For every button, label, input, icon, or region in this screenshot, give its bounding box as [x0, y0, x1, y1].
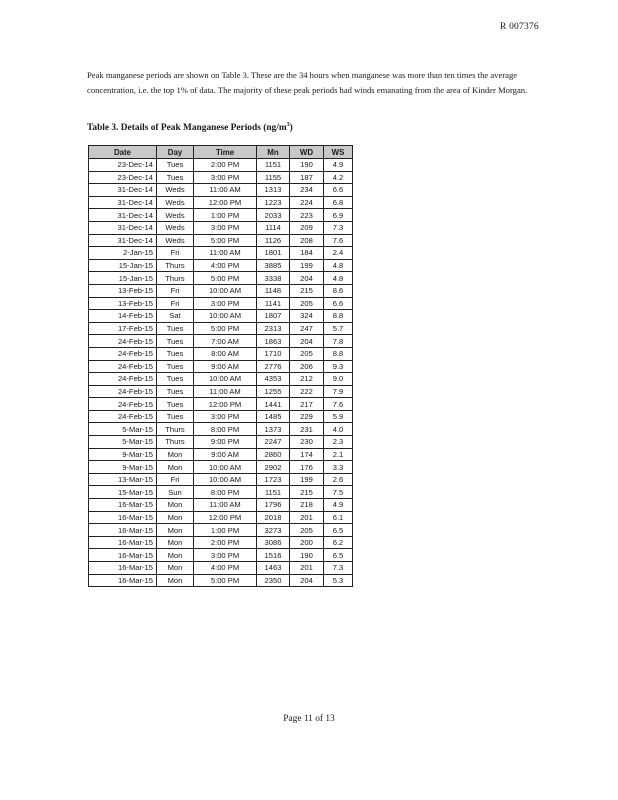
cell-wd: 208: [290, 234, 324, 247]
cell-ws: 4.9: [324, 159, 353, 172]
table-row: [89, 259, 353, 272]
cell-wd: 215: [290, 486, 324, 499]
cell-ws: 6.2: [324, 536, 353, 549]
cell-time: 8:00 PM: [194, 423, 257, 436]
table-row: [89, 347, 353, 360]
cell-date: 31-Dec-14: [89, 221, 157, 234]
cell-ws: 2.1: [324, 448, 353, 461]
cell-time: 3:00 PM: [194, 171, 257, 184]
cell-wd: 234: [290, 184, 324, 197]
cell-wd: 224: [290, 196, 324, 209]
table-row: [89, 284, 353, 297]
cell-ws: 7.9: [324, 385, 353, 398]
cell-day: Fri: [157, 473, 194, 486]
cell-time: 9:00 AM: [194, 448, 257, 461]
cell-wd: 190: [290, 159, 324, 172]
caption-superscript: 3: [286, 122, 290, 128]
cell-wd: 205: [290, 297, 324, 310]
cell-day: Thurs: [157, 272, 194, 285]
table-row: [89, 247, 353, 260]
cell-wd: 209: [290, 221, 324, 234]
cell-wd: 230: [290, 436, 324, 449]
cell-day: Weds: [157, 221, 194, 234]
cell-date: 2-Jan-15: [89, 247, 157, 260]
cell-mn: 2313: [257, 322, 290, 335]
cell-day: Mon: [157, 461, 194, 474]
cell-time: 1:00 PM: [194, 209, 257, 222]
cell-ws: 2.6: [324, 473, 353, 486]
table-row: [89, 562, 353, 575]
cell-wd: 174: [290, 448, 324, 461]
cell-day: Fri: [157, 284, 194, 297]
cell-wd: 324: [290, 310, 324, 323]
cell-day: Mon: [157, 524, 194, 537]
cell-date: 24-Feb-15: [89, 385, 157, 398]
cell-ws: 7.3: [324, 221, 353, 234]
table-row: [89, 486, 353, 499]
cell-ws: 6.6: [324, 297, 353, 310]
cell-time: 12:00 PM: [194, 398, 257, 411]
cell-mn: 1796: [257, 499, 290, 512]
table-row: [89, 373, 353, 386]
table-row: [89, 461, 353, 474]
table-body: [89, 159, 353, 587]
table-row: [89, 335, 353, 348]
cell-ws: 8.6: [324, 284, 353, 297]
cell-wd: 201: [290, 511, 324, 524]
cell-time: 10:00 AM: [194, 284, 257, 297]
cell-wd: 184: [290, 247, 324, 260]
cell-day: Tues: [157, 335, 194, 348]
cell-wd: 229: [290, 410, 324, 423]
cell-date: 15-Mar-15: [89, 486, 157, 499]
cell-date: 23-Dec-14: [89, 159, 157, 172]
header-time: Time: [194, 146, 257, 159]
table-row: [89, 549, 353, 562]
cell-mn: 3273: [257, 524, 290, 537]
cell-wd: 218: [290, 499, 324, 512]
header-date: Date: [89, 146, 157, 159]
cell-time: 10:00 AM: [194, 310, 257, 323]
table-row: [89, 171, 353, 184]
cell-day: Tues: [157, 398, 194, 411]
cell-mn: 1516: [257, 549, 290, 562]
cell-wd: 217: [290, 398, 324, 411]
cell-mn: 1463: [257, 562, 290, 575]
cell-mn: 3338: [257, 272, 290, 285]
cell-day: Sat: [157, 310, 194, 323]
cell-mn: 2018: [257, 511, 290, 524]
table-row: [89, 536, 353, 549]
cell-ws: 5.9: [324, 410, 353, 423]
table-row: [89, 159, 353, 172]
peak-manganese-table: [88, 145, 353, 587]
cell-time: 3:00 PM: [194, 410, 257, 423]
table-row: [89, 360, 353, 373]
cell-date: 16-Mar-15: [89, 511, 157, 524]
cell-date: 14-Feb-15: [89, 310, 157, 323]
cell-ws: 4.8: [324, 259, 353, 272]
cell-wd: 231: [290, 423, 324, 436]
cell-ws: 4.2: [324, 171, 353, 184]
cell-mn: 1801: [257, 247, 290, 260]
cell-mn: 1126: [257, 234, 290, 247]
cell-wd: 190: [290, 549, 324, 562]
cell-date: 24-Feb-15: [89, 360, 157, 373]
cell-date: 31-Dec-14: [89, 196, 157, 209]
table-row: [89, 423, 353, 436]
cell-time: 3:00 PM: [194, 297, 257, 310]
cell-time: 12:00 PM: [194, 196, 257, 209]
cell-ws: 7.6: [324, 234, 353, 247]
cell-date: 13-Feb-15: [89, 284, 157, 297]
table-row: [89, 448, 353, 461]
cell-ws: 4.8: [324, 272, 353, 285]
cell-date: 13-Mar-15: [89, 473, 157, 486]
table-row: [89, 511, 353, 524]
cell-wd: 176: [290, 461, 324, 474]
header-day: Day: [157, 146, 194, 159]
cell-day: Tues: [157, 322, 194, 335]
cell-date: 9-Mar-15: [89, 461, 157, 474]
cell-ws: 6.1: [324, 511, 353, 524]
cell-day: Mon: [157, 562, 194, 575]
cell-date: 16-Mar-15: [89, 524, 157, 537]
cell-mn: 1313: [257, 184, 290, 197]
cell-time: 8:00 PM: [194, 486, 257, 499]
cell-date: 13-Feb-15: [89, 297, 157, 310]
cell-wd: 247: [290, 322, 324, 335]
cell-date: 9-Mar-15: [89, 448, 157, 461]
header-ws: WS: [324, 146, 353, 159]
cell-mn: 1710: [257, 347, 290, 360]
cell-day: Tues: [157, 373, 194, 386]
cell-time: 12:00 PM: [194, 511, 257, 524]
cell-day: Fri: [157, 247, 194, 260]
cell-date: 5-Mar-15: [89, 436, 157, 449]
cell-wd: 201: [290, 562, 324, 575]
table-row: [89, 398, 353, 411]
cell-day: Fri: [157, 297, 194, 310]
table-row: [89, 436, 353, 449]
cell-date: 24-Feb-15: [89, 347, 157, 360]
cell-ws: 7.8: [324, 335, 353, 348]
cell-wd: 187: [290, 171, 324, 184]
cell-day: Tues: [157, 410, 194, 423]
cell-mn: 2247: [257, 436, 290, 449]
cell-mn: 1863: [257, 335, 290, 348]
cell-wd: 212: [290, 373, 324, 386]
cell-mn: 1151: [257, 159, 290, 172]
cell-day: Tues: [157, 360, 194, 373]
cell-day: Thurs: [157, 259, 194, 272]
cell-time: 10:00 AM: [194, 461, 257, 474]
table-row: [89, 209, 353, 222]
cell-time: 2:00 PM: [194, 536, 257, 549]
cell-time: 7:00 AM: [194, 335, 257, 348]
cell-wd: 223: [290, 209, 324, 222]
table-row: [89, 499, 353, 512]
cell-mn: 1485: [257, 410, 290, 423]
cell-time: 10:00 AM: [194, 373, 257, 386]
cell-ws: 9.3: [324, 360, 353, 373]
header-wd: WD: [290, 146, 324, 159]
cell-mn: 1155: [257, 171, 290, 184]
table-header-row: [89, 146, 353, 159]
cell-ws: 7.5: [324, 486, 353, 499]
cell-day: Weds: [157, 209, 194, 222]
cell-ws: 8.8: [324, 347, 353, 360]
caption-suffix: ): [289, 123, 293, 134]
cell-time: 5:00 PM: [194, 234, 257, 247]
bates-number: R 007376: [500, 22, 539, 32]
cell-date: 24-Feb-15: [89, 373, 157, 386]
cell-wd: 222: [290, 385, 324, 398]
table-row: [89, 524, 353, 537]
cell-ws: 4.0: [324, 423, 353, 436]
cell-day: Mon: [157, 549, 194, 562]
cell-wd: 204: [290, 335, 324, 348]
cell-date: 31-Dec-14: [89, 209, 157, 222]
cell-ws: 6.5: [324, 524, 353, 537]
cell-date: 31-Dec-14: [89, 184, 157, 197]
cell-time: 9:00 PM: [194, 436, 257, 449]
cell-ws: 7.3: [324, 562, 353, 575]
cell-date: 23-Dec-14: [89, 171, 157, 184]
cell-date: 16-Mar-15: [89, 562, 157, 575]
cell-mn: 1141: [257, 297, 290, 310]
cell-day: Mon: [157, 448, 194, 461]
cell-ws: 8.8: [324, 310, 353, 323]
cell-ws: 5.7: [324, 322, 353, 335]
cell-time: 11:00 AM: [194, 247, 257, 260]
table-row: [89, 272, 353, 285]
cell-date: 16-Mar-15: [89, 574, 157, 587]
cell-mn: 1223: [257, 196, 290, 209]
cell-wd: 204: [290, 272, 324, 285]
cell-date: 24-Feb-15: [89, 410, 157, 423]
cell-date: 5-Mar-15: [89, 423, 157, 436]
cell-day: Thurs: [157, 423, 194, 436]
table-caption: [87, 122, 293, 133]
cell-ws: 6.5: [324, 549, 353, 562]
cell-time: 11:00 AM: [194, 385, 257, 398]
cell-date: 31-Dec-14: [89, 234, 157, 247]
cell-day: Mon: [157, 574, 194, 587]
cell-ws: 6.8: [324, 196, 353, 209]
cell-wd: 206: [290, 360, 324, 373]
cell-day: Thurs: [157, 436, 194, 449]
cell-date: 24-Feb-15: [89, 398, 157, 411]
cell-mn: 1807: [257, 310, 290, 323]
cell-mn: 2776: [257, 360, 290, 373]
table-row: [89, 574, 353, 587]
table-row: [89, 297, 353, 310]
table-row: [89, 473, 353, 486]
cell-day: Weds: [157, 196, 194, 209]
cell-ws: 3.3: [324, 461, 353, 474]
cell-time: 3:00 PM: [194, 549, 257, 562]
cell-date: 16-Mar-15: [89, 499, 157, 512]
cell-time: 5:00 PM: [194, 272, 257, 285]
cell-time: 5:00 PM: [194, 574, 257, 587]
cell-date: 24-Feb-15: [89, 335, 157, 348]
cell-mn: 1148: [257, 284, 290, 297]
cell-ws: 5.3: [324, 574, 353, 587]
cell-mn: 1114: [257, 221, 290, 234]
cell-wd: 199: [290, 259, 324, 272]
cell-day: Mon: [157, 511, 194, 524]
cell-wd: 200: [290, 536, 324, 549]
cell-day: Weds: [157, 184, 194, 197]
cell-ws: 6.9: [324, 209, 353, 222]
cell-wd: 204: [290, 574, 324, 587]
cell-mn: 1723: [257, 473, 290, 486]
cell-wd: 205: [290, 524, 324, 537]
table-row: [89, 385, 353, 398]
cell-day: Sun: [157, 486, 194, 499]
cell-day: Tues: [157, 159, 194, 172]
cell-ws: 9.0: [324, 373, 353, 386]
cell-mn: 3885: [257, 259, 290, 272]
cell-time: 2:00 PM: [194, 159, 257, 172]
cell-day: Tues: [157, 385, 194, 398]
cell-mn: 3086: [257, 536, 290, 549]
cell-ws: 2.3: [324, 436, 353, 449]
table-row: [89, 234, 353, 247]
header-mn: Mn: [257, 146, 290, 159]
cell-date: 16-Mar-15: [89, 549, 157, 562]
cell-ws: 4.9: [324, 499, 353, 512]
cell-day: Tues: [157, 171, 194, 184]
cell-mn: 1441: [257, 398, 290, 411]
table-row: [89, 221, 353, 234]
caption-title: Table 3. Details of Peak Manganese Periods (ng/m: [87, 123, 287, 134]
cell-time: 5:00 PM: [194, 322, 257, 335]
cell-time: 4:00 PM: [194, 562, 257, 575]
cell-mn: 4353: [257, 373, 290, 386]
cell-time: 4:00 PM: [194, 259, 257, 272]
cell-day: Weds: [157, 234, 194, 247]
page-footer: Page 11 of 13: [283, 714, 335, 724]
cell-time: 11:00 AM: [194, 499, 257, 512]
cell-mn: 2902: [257, 461, 290, 474]
cell-time: 9:00 AM: [194, 360, 257, 373]
cell-date: 15-Jan-15: [89, 259, 157, 272]
cell-wd: 215: [290, 284, 324, 297]
table-row: [89, 196, 353, 209]
cell-mn: 1151: [257, 486, 290, 499]
cell-mn: 1255: [257, 385, 290, 398]
table-row: [89, 410, 353, 423]
cell-time: 1:00 PM: [194, 524, 257, 537]
table-row: [89, 310, 353, 323]
cell-ws: 2.4: [324, 247, 353, 260]
cell-time: 10:00 AM: [194, 473, 257, 486]
cell-mn: 2033: [257, 209, 290, 222]
cell-time: 11:00 AM: [194, 184, 257, 197]
cell-day: Mon: [157, 499, 194, 512]
cell-day: Mon: [157, 536, 194, 549]
cell-date: 16-Mar-15: [89, 536, 157, 549]
cell-date: 17-Feb-15: [89, 322, 157, 335]
table-row: [89, 184, 353, 197]
body-paragraph: Peak manganese periods are shown on Table 3. These are the 34 hours when manganese was more than ten times the average concentration, i.e. the top 1% of data. The majority of these peak periods had winds emanating from the area of Kinder Morgan.: [87, 70, 528, 95]
cell-mn: 1373: [257, 423, 290, 436]
cell-time: 3:00 PM: [194, 221, 257, 234]
cell-mn: 2350: [257, 574, 290, 587]
cell-wd: 205: [290, 347, 324, 360]
cell-time: 8:00 AM: [194, 347, 257, 360]
cell-wd: 199: [290, 473, 324, 486]
cell-mn: 2860: [257, 448, 290, 461]
table-row: [89, 322, 353, 335]
cell-date: 15-Jan-15: [89, 272, 157, 285]
cell-ws: 6.6: [324, 184, 353, 197]
cell-ws: 7.6: [324, 398, 353, 411]
cell-day: Tues: [157, 347, 194, 360]
